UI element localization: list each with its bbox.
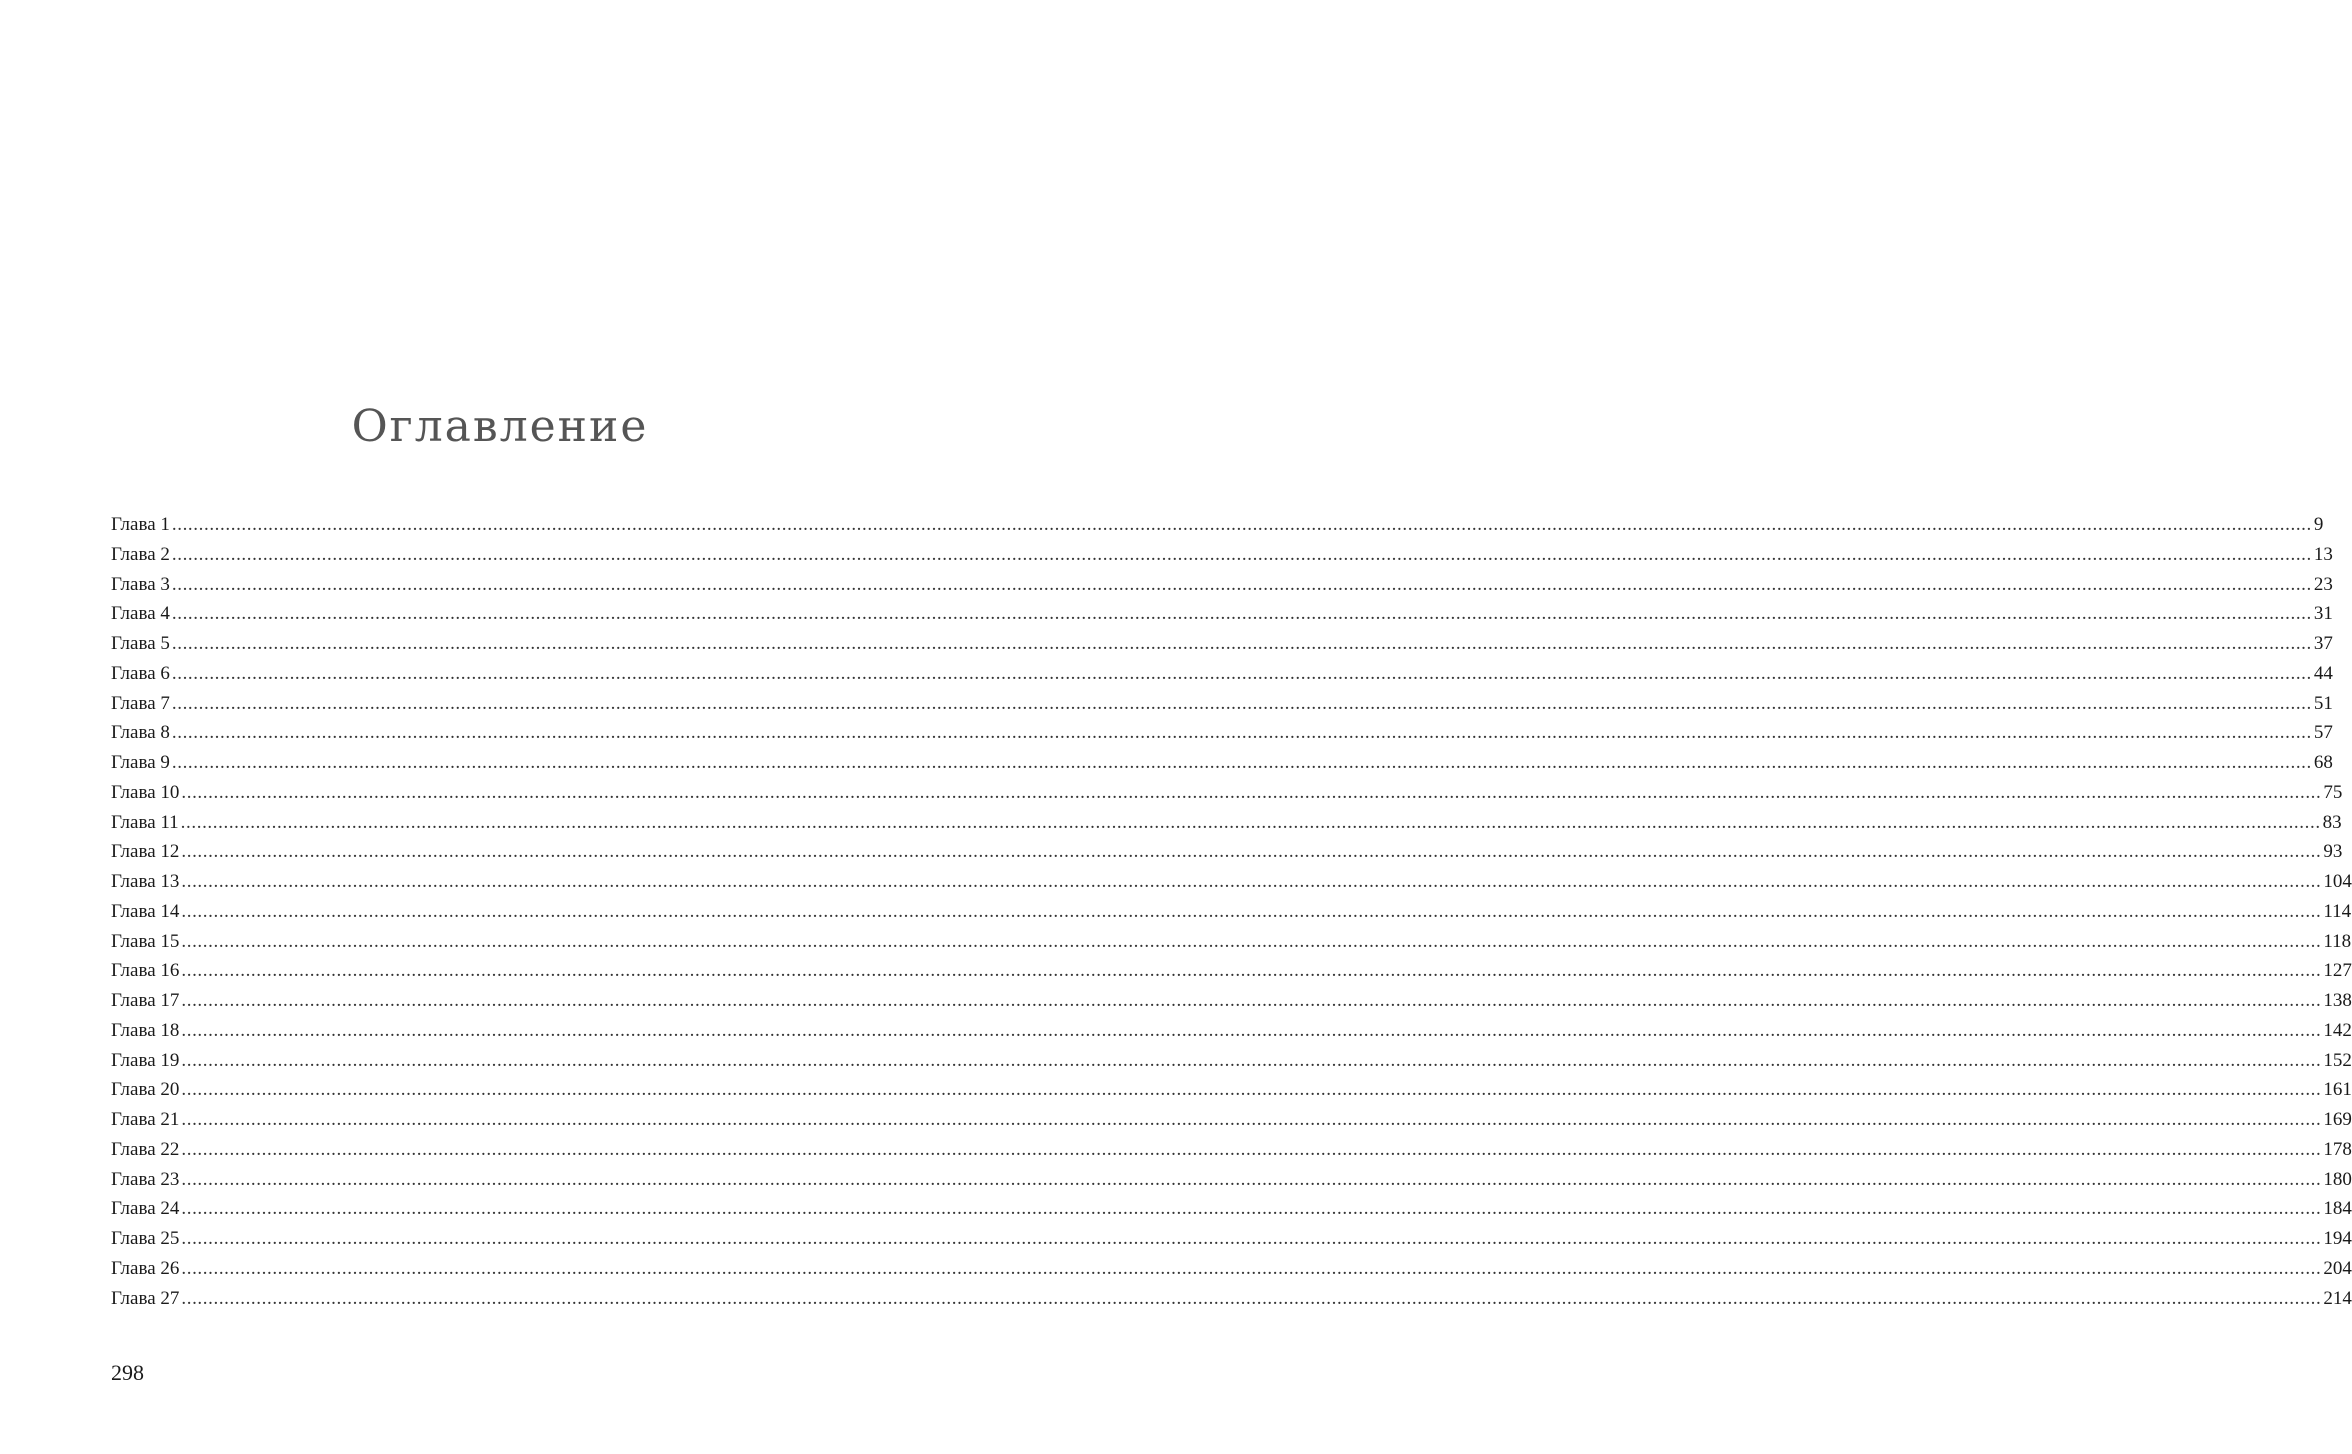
toc-dot-leader: ................................................................................................................................................................................................................................................................................................................................................................................................................ [171, 633, 2312, 654]
toc-entry [111, 659, 2333, 689]
toc-entry-label: Глава 17 [111, 990, 180, 1011]
toc-entry [111, 1016, 2352, 1046]
toc-entry-label: Глава 12 [111, 841, 180, 863]
toc-entry-label: Глава 3 [111, 573, 170, 595]
toc-dot-leader: ................................................................................................................................................................................................................................................................................................................................................................................................................ [171, 722, 2312, 744]
toc-entry-page: 178 [2323, 1138, 2352, 1160]
toc-entry [111, 986, 2352, 1016]
toc-dot-leader: ................................................................................................................................................................................................................................................................................................................................................................................................................ [181, 871, 2322, 892]
toc-entry-label: Глава 14 [111, 900, 180, 922]
toc-entry-label: Глава 25 [111, 1228, 180, 1249]
toc-entry [111, 1105, 2352, 1135]
toc-entry-page: 57 [2313, 722, 2333, 744]
toc-entry [111, 1135, 2352, 1165]
toc-entry [111, 599, 2333, 629]
toc-entry-page: 142 [2323, 1019, 2352, 1041]
toc-entry [111, 1046, 2352, 1076]
toc-entry-page: 180 [2323, 1168, 2352, 1190]
toc-dot-leader: ................................................................................................................................................................................................................................................................................................................................................................................................................ [180, 811, 2321, 833]
toc-entry-page: 51 [2313, 692, 2333, 714]
toc-entry-label: Глава 21 [111, 1109, 180, 1130]
toc-entry-label: Глава 8 [111, 722, 170, 744]
toc-entry [111, 897, 2352, 927]
toc-entry-label: Глава 27 [111, 1287, 180, 1309]
toc-entry [111, 867, 2352, 897]
toc-entry-label: Глава 7 [111, 692, 170, 714]
toc-dot-leader: ................................................................................................................................................................................................................................................................................................................................................................................................................ [181, 781, 2322, 803]
toc-entry-label: Глава 16 [111, 960, 180, 982]
toc-entry-page: 68 [2313, 752, 2333, 773]
toc-entry [111, 629, 2333, 659]
toc-entry-page: 138 [2323, 990, 2352, 1011]
toc-dot-leader: ................................................................................................................................................................................................................................................................................................................................................................................................................ [181, 900, 2322, 922]
toc-entry-label: Глава 19 [111, 1049, 180, 1071]
toc-entry-label: Глава 11 [111, 811, 179, 833]
toc-entry-label: Глава 24 [111, 1198, 180, 1220]
toc-entry-page: 118 [2323, 930, 2352, 952]
toc-entry-page: 127 [2323, 960, 2352, 982]
toc-entry [111, 956, 2352, 986]
toc-dot-leader: ................................................................................................................................................................................................................................................................................................................................................................................................................ [171, 692, 2312, 714]
toc-dot-leader: ................................................................................................................................................................................................................................................................................................................................................................................................................ [181, 1198, 2322, 1220]
toc-dot-leader: ................................................................................................................................................................................................................................................................................................................................................................................................................ [171, 662, 2312, 684]
toc-dot-leader: ................................................................................................................................................................................................................................................................................................................................................................................................................ [171, 603, 2312, 625]
toc-dot-leader: ................................................................................................................................................................................................................................................................................................................................................................................................................ [181, 1079, 2322, 1101]
toc-dot-leader: ................................................................................................................................................................................................................................................................................................................................................................................................................ [171, 514, 2312, 535]
toc-dot-leader: ................................................................................................................................................................................................................................................................................................................................................................................................................ [171, 543, 2312, 565]
toc-entry-page: 9 [2313, 514, 2324, 535]
toc-entry [111, 1075, 2352, 1105]
page-number: 298 [111, 1360, 144, 1385]
toc-entry [111, 837, 2343, 867]
toc-entry-label: Глава 18 [111, 1019, 180, 1041]
toc-entry [111, 778, 2343, 808]
toc-dot-leader: ................................................................................................................................................................................................................................................................................................................................................................................................................ [181, 1049, 2322, 1071]
toc-entry-page: 83 [2322, 811, 2342, 833]
toc-entry-page: 44 [2313, 662, 2333, 684]
toc-entry-page: 13 [2313, 543, 2333, 565]
toc-dot-leader: ................................................................................................................................................................................................................................................................................................................................................................................................................ [181, 930, 2322, 952]
toc-entry-label: Глава 23 [111, 1168, 180, 1190]
toc-entry-page: 161 [2323, 1079, 2352, 1101]
table-of-contents [111, 510, 2352, 1313]
toc-entry [111, 540, 2333, 570]
toc-entry-label: Глава 13 [111, 871, 180, 892]
toc-entry-page: 194 [2323, 1228, 2352, 1249]
toc-entry-label: Глава 4 [111, 603, 170, 625]
toc-entry-page: 204 [2323, 1257, 2352, 1279]
toc-entry-label: Глава 6 [111, 662, 170, 684]
toc-entry [111, 689, 2333, 719]
toc-entry-page: 169 [2323, 1109, 2352, 1130]
toc-entry-page: 23 [2313, 573, 2333, 595]
toc-entry-label: Глава 10 [111, 781, 180, 803]
toc-entry-label: Глава 2 [111, 543, 170, 565]
toc-entry [111, 1165, 2352, 1195]
toc-entry [111, 718, 2333, 748]
toc-dot-leader: ................................................................................................................................................................................................................................................................................................................................................................................................................ [171, 573, 2312, 595]
toc-dot-leader: ................................................................................................................................................................................................................................................................................................................................................................................................................ [181, 990, 2322, 1011]
toc-entry [111, 1224, 2352, 1254]
page-title: Оглавление [351, 401, 649, 452]
toc-dot-leader: ................................................................................................................................................................................................................................................................................................................................................................................................................ [171, 752, 2312, 773]
toc-entry-page: 184 [2323, 1198, 2352, 1220]
toc-entry-page: 37 [2313, 633, 2333, 654]
toc-entry-page: 152 [2323, 1049, 2352, 1071]
toc-entry-label: Глава 1 [111, 514, 170, 535]
toc-entry [111, 808, 2342, 838]
toc-entry-page: 75 [2323, 781, 2343, 803]
toc-entry-label: Глава 20 [111, 1079, 180, 1101]
toc-entry [111, 570, 2333, 600]
toc-entry-page: 114 [2323, 900, 2352, 922]
toc-entry [111, 748, 2333, 778]
toc-dot-leader: ................................................................................................................................................................................................................................................................................................................................................................................................................ [181, 841, 2322, 863]
toc-dot-leader: ................................................................................................................................................................................................................................................................................................................................................................................................................ [181, 1019, 2322, 1041]
toc-entry-label: Глава 22 [111, 1138, 180, 1160]
toc-dot-leader: ................................................................................................................................................................................................................................................................................................................................................................................................................ [181, 1168, 2322, 1190]
toc-entry-page: 214 [2323, 1287, 2352, 1309]
toc-entry [111, 510, 2324, 540]
toc-dot-leader: ................................................................................................................................................................................................................................................................................................................................................................................................................ [181, 1138, 2322, 1160]
toc-dot-leader: ................................................................................................................................................................................................................................................................................................................................................................................................................ [181, 960, 2322, 982]
toc-entry-label: Глава 9 [111, 752, 170, 773]
toc-entry-page: 31 [2313, 603, 2333, 625]
toc-entry [111, 1194, 2352, 1224]
toc-entry-page: 93 [2323, 841, 2343, 863]
toc-entry-label: Глава 26 [111, 1257, 180, 1279]
toc-entry [111, 1254, 2352, 1284]
toc-dot-leader: ................................................................................................................................................................................................................................................................................................................................................................................................................ [181, 1228, 2322, 1249]
toc-dot-leader: ................................................................................................................................................................................................................................................................................................................................................................................................................ [181, 1287, 2322, 1309]
toc-entry-label: Глава 5 [111, 633, 170, 654]
toc-entry-label: Глава 15 [111, 930, 180, 952]
toc-dot-leader: ................................................................................................................................................................................................................................................................................................................................................................................................................ [181, 1257, 2322, 1279]
toc-entry [111, 1284, 2352, 1314]
toc-entry-page: 104 [2323, 871, 2352, 892]
toc-dot-leader: ................................................................................................................................................................................................................................................................................................................................................................................................................ [181, 1109, 2322, 1130]
toc-entry [111, 927, 2352, 957]
